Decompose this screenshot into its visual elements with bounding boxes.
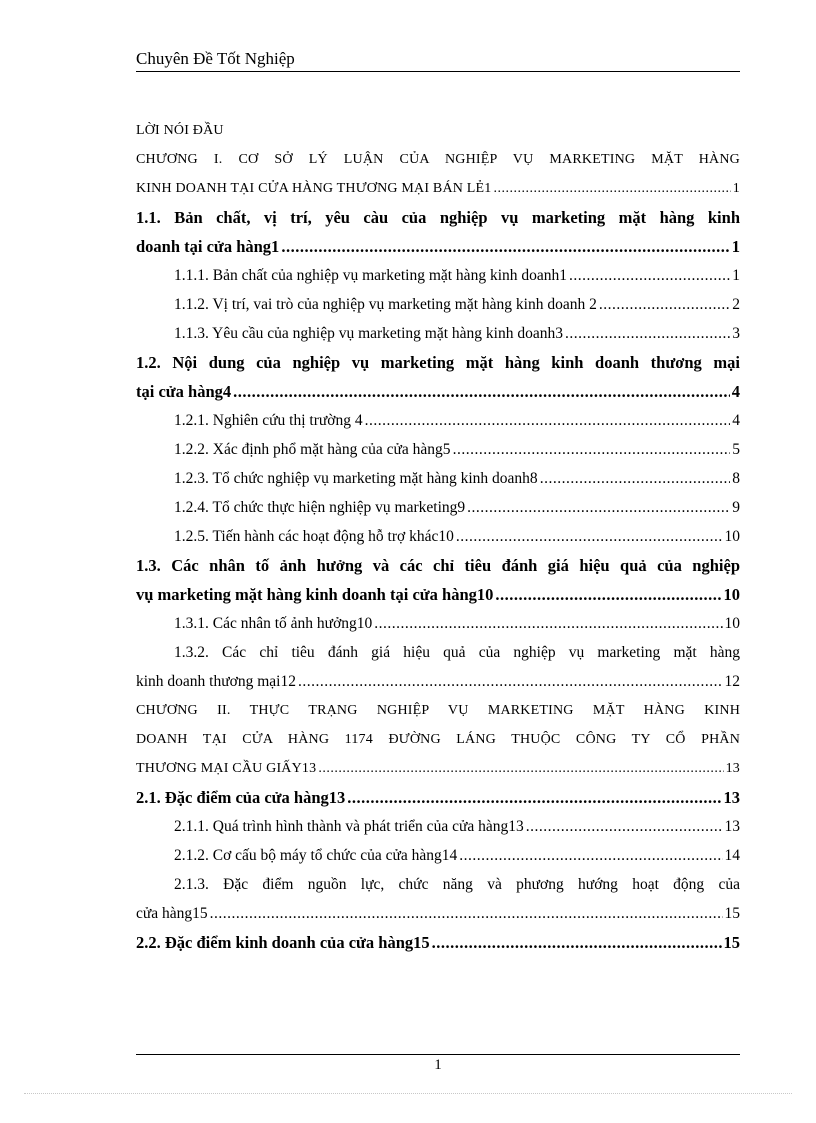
page-ref: 10	[724, 615, 740, 632]
toc-section-2-1-2[interactable]: 2.1.2. Cơ cấu bộ máy tổ chức của cửa hàng14 ..... 14	[136, 841, 740, 870]
page-ref: 15	[723, 933, 740, 952]
toc-section-1-3-2-line1[interactable]: 1.3.2. Các chỉ tiêu đánh giá hiệu quả của nghiệp vụ marketing mặt hàng	[174, 644, 740, 661]
toc-section-1-1-2[interactable]: 1.1.2. Vị trí, vai trò của nghiệp vụ marketing mặt hàng kinh doanh 2 ..... 2	[136, 290, 740, 319]
toc-section-1-2-3[interactable]: 1.2.3. Tổ chức nghiệp vụ marketing mặt hàng kinh doanh8 ..... 8	[136, 464, 740, 493]
toc-chapter-2-line3[interactable]: THƯƠNG MẠI CẦU GIẤY13 ..... 13	[136, 754, 740, 783]
toc-section-1-3-line2[interactable]: vụ marketing mặt hàng kinh doanh tại cửa hàng10 ..... 10	[136, 580, 740, 609]
toc-chapter-1-line1[interactable]: CHƯƠNG I. CƠ SỞ LÝ LUẬN CỦA NGHIỆP VỤ MARKETING MẶT HÀNG	[136, 152, 740, 167]
toc-section-1-3-2-line2[interactable]: kinh doanh thương mại12 ..... 12	[136, 667, 740, 696]
toc-section-2-2[interactable]: 2.2. Đặc điểm kinh doanh của cửa hàng15 ..... 15	[136, 928, 740, 957]
page-ref: 5	[732, 441, 740, 458]
toc-section-1-2-1[interactable]: 1.2.1. Nghiên cứu thị trường 4 ..... 4	[136, 406, 740, 435]
toc-section-1-1-line1[interactable]: 1.1. Bản chất, vị trí, yêu càu của nghiệp vụ marketing mặt hàng kinh	[136, 208, 740, 227]
toc-section-1-2-line2[interactable]: tại cửa hàng4 ..... 4	[136, 377, 740, 406]
page-ref: 1	[732, 181, 740, 196]
toc-section-1-3-line1[interactable]: 1.3. Các nhân tố ảnh hưởng và các chỉ tiêu đánh giá hiệu quả của nghiệp	[136, 556, 740, 575]
page-ref: 12	[724, 673, 740, 690]
toc-section-1-2-2[interactable]: 1.2.2. Xác định phổ mặt hàng của cửa hàng5 ..... 5	[136, 435, 740, 464]
toc-section-1-2-5[interactable]: 1.2.5. Tiến hành các hoạt động hỗ trợ khác10 ..... 10	[136, 522, 740, 551]
page-ref: 10	[724, 528, 740, 545]
toc-section-1-2-line1[interactable]: 1.2. Nội dung của nghiệp vụ marketing mặt hàng kinh doanh thương mại	[136, 353, 740, 372]
toc-section-1-1-1[interactable]: 1.1.1. Bản chất của nghiệp vụ marketing mặt hàng kinh doanh1 ..... 1	[136, 261, 740, 290]
toc-chapter-2-line1[interactable]: CHƯƠNG II. THỰC TRẠNG NGHIỆP VỤ MARKETING MẶT HÀNG KINH	[136, 703, 740, 718]
page-ref: 1	[731, 237, 740, 256]
toc-chapter-2-line2[interactable]: DOANH TẠI CỬA HÀNG 1174 ĐƯỜNG LÁNG THUỘC CÔNG TY CỔ PHẦN	[136, 732, 740, 747]
toc-section-2-1-3-line2[interactable]: cửa hàng15 ..... 15	[136, 899, 740, 928]
table-of-contents	[136, 116, 740, 957]
toc-section-1-1-line2[interactable]: doanh tại cửa hàng1 ..... 1	[136, 232, 740, 261]
toc-section-1-1-3[interactable]: 1.1.3. Yêu cầu của nghiệp vụ marketing mặt hàng kinh doanh3 ..... 3	[136, 319, 740, 348]
page-ref: 14	[724, 847, 740, 864]
toc-section-2-1[interactable]: 2.1. Đặc điểm của cửa hàng13 ..... 13	[136, 783, 740, 812]
page-number: 1	[434, 1057, 442, 1073]
page-ref: 8	[732, 470, 740, 487]
page-ref: 1	[732, 267, 740, 284]
toc-section-2-1-1[interactable]: 2.1.1. Quá trình hình thành và phát triển của cửa hàng13 ..... 13	[136, 812, 740, 841]
toc-chapter-1-line2[interactable]: KINH DOANH TẠI CỬA HÀNG THƯƠNG MẠI BÁN LẺ1 ..... 1	[136, 174, 740, 203]
toc-section-1-2-4[interactable]: 1.2.4. Tổ chức thực hiện nghiệp vụ marketing9 ..... 9	[136, 493, 740, 522]
page-ref: 4	[732, 412, 740, 429]
toc-section-2-1-3-line1[interactable]: 2.1.3. Đặc điểm nguồn lực, chức năng và phương hướng hoạt động của	[174, 876, 740, 893]
toc-preface[interactable]: LỜI NÓI ĐẦU	[136, 123, 224, 138]
page-ref: 9	[732, 499, 740, 516]
toc-section-1-3-1[interactable]: 1.3.1. Các nhân tố ảnh hưởng10 ..... 10	[136, 609, 740, 638]
page-ref: 13	[723, 788, 740, 807]
page-ref: 2	[732, 296, 740, 313]
page-ref: 3	[732, 325, 740, 342]
page-ref: 4	[731, 382, 740, 401]
page-ref: 15	[724, 905, 740, 922]
header-title: Chuyên Đề Tốt Nghiệp	[136, 49, 295, 68]
footer-divider	[136, 1054, 740, 1055]
page-header	[136, 48, 740, 72]
page-ref: 10	[723, 585, 740, 604]
page-bottom-border	[24, 1093, 792, 1094]
page-ref: 13	[724, 818, 740, 835]
page-ref: 13	[725, 761, 740, 776]
